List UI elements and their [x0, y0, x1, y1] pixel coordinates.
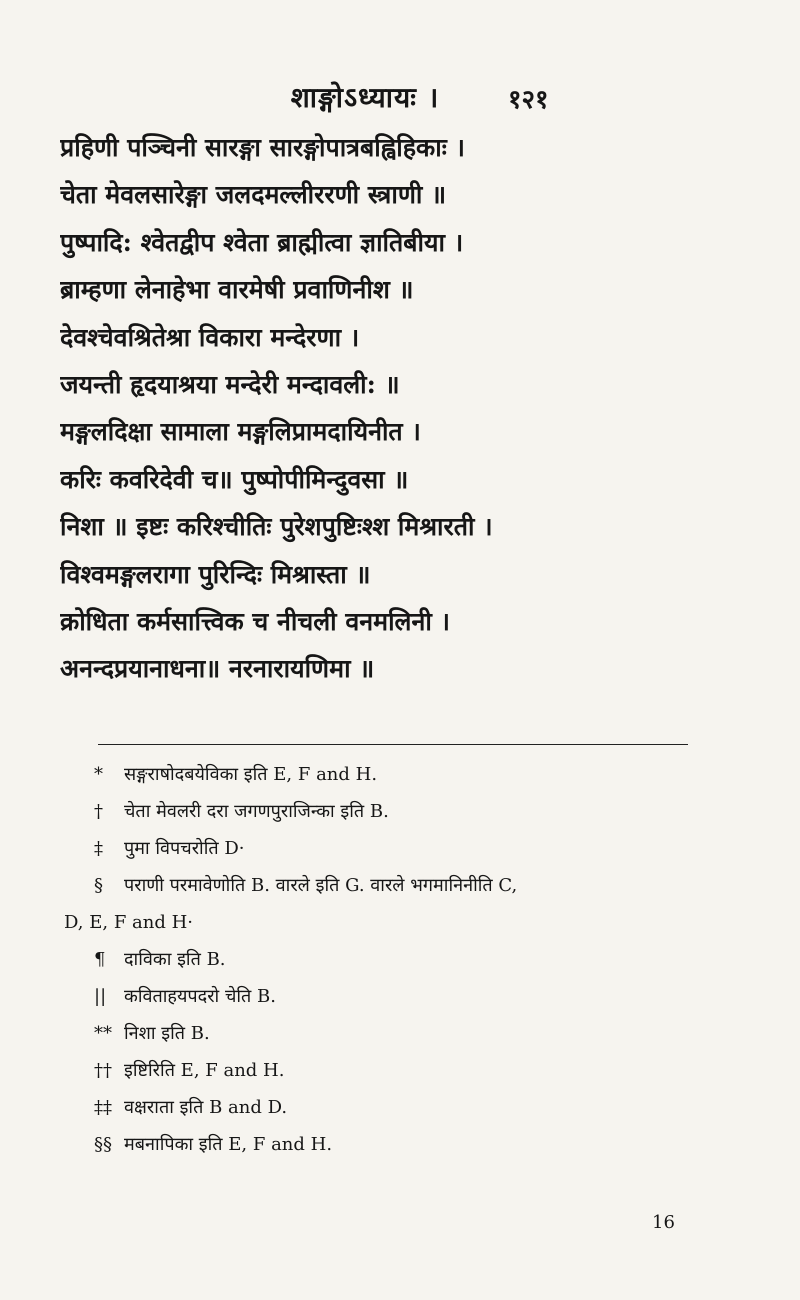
footnote-marker: ¶	[94, 949, 106, 970]
footnote	[60, 867, 750, 904]
verse-line: देवश्चेवश्रितेश्रा विकारा मन्देरणा ।	[60, 322, 360, 352]
footnote	[60, 830, 750, 867]
verse-line: मङ्गलदिक्षा सामाला मङ्गलिप्रामदायिनीत ।	[60, 417, 421, 447]
footnote-text: मबनापिका इति E, F and H.	[124, 1134, 333, 1155]
page-title: शाङ्गोऽध्यायः ।	[290, 81, 440, 114]
footnote-marker: §§	[94, 1134, 112, 1155]
footnote-text: वक्षराता इति B and D.	[124, 1097, 288, 1118]
footnote	[60, 793, 750, 830]
folio-number: 16	[652, 1212, 675, 1233]
footnote-marker: †	[94, 801, 103, 822]
footnote-marker: §	[94, 875, 103, 896]
footnote-marker: ‡‡	[94, 1097, 112, 1118]
verse-line: प्रहिणी पञ्चिनी सारङ्गा सारङ्गोपात्रबह्विहिकाः ।	[60, 133, 465, 162]
footnote	[60, 941, 750, 978]
verse-line: विश्वमङ्गलरागा पुरिन्दिः मिश्रास्ता ॥	[60, 559, 371, 589]
verse-line: अनन्दप्रयानाधना॥ नरनारायणिमा ॥	[60, 654, 375, 684]
footnote-marker: *	[94, 764, 103, 785]
footnote	[60, 1089, 750, 1126]
footnote-text: चेता मेवलरी दरा जगणपुराजिन्का इति B.	[124, 801, 389, 822]
footnote-text: पुमा विपचरोति D·	[124, 838, 245, 859]
verse-line: निशा ॥ इष्टः करिश्चीतिः पुरेशपुष्टिःश्श मिश्रारती ।	[60, 512, 493, 542]
footnote	[60, 978, 750, 1015]
verse-line: करिः कवरिदेवी च॥ पुष्पोपीमिन्दुवसा ॥	[60, 464, 409, 494]
verse-line: पुष्पादि: श्वेतद्वीप श्वेता ब्राह्मीत्वा ज्ञातिबीया ।	[60, 227, 464, 257]
footnote-divider	[98, 744, 688, 745]
footnote-text: कविताहयपदरो चेति B.	[124, 986, 276, 1007]
footnote-text: निशा इति B.	[124, 1023, 210, 1044]
footnote-text: पराणी परमावेणोति B. वारले इति G. वारले भगमानिनीति C,	[124, 875, 518, 896]
footnote	[60, 1052, 750, 1089]
verse-line: जयन्ती हृदयाश्रया मन्देरी मन्दावली: ॥	[60, 369, 400, 399]
footnote	[60, 1126, 750, 1163]
footnote-text: सङ्गराषोदबयेविका इति E, F and H.	[124, 764, 378, 785]
footnote-marker: ||	[94, 986, 107, 1007]
verse-line: क्रोधिता कर्मसात्त्विक च नीचली वनमलिनी ।	[60, 606, 451, 636]
footnotes	[60, 756, 750, 1163]
footnote	[60, 1015, 750, 1052]
footnote-marker: ‡	[94, 838, 103, 859]
verse-block	[60, 124, 740, 693]
footnote	[60, 756, 750, 793]
footnote-text: इष्टिरिति E, F and H.	[124, 1060, 285, 1081]
footnote-marker: **	[94, 1023, 112, 1044]
verse-line: ब्राम्हणा लेनाहेभा वारमेषी प्रवाणिनीश ॥	[60, 275, 414, 305]
footnote-marker: ††	[94, 1060, 112, 1081]
page-number: १२१	[508, 85, 549, 115]
footnote-continuation	[60, 904, 750, 941]
footnote-text: दाविका इति B.	[124, 949, 226, 970]
footnote-text: D, E, F and H·	[64, 912, 194, 933]
verse-line: चेता मेवलसारेङ्गा जलदमल्लीररणी स्त्राणी ॥	[60, 180, 447, 210]
